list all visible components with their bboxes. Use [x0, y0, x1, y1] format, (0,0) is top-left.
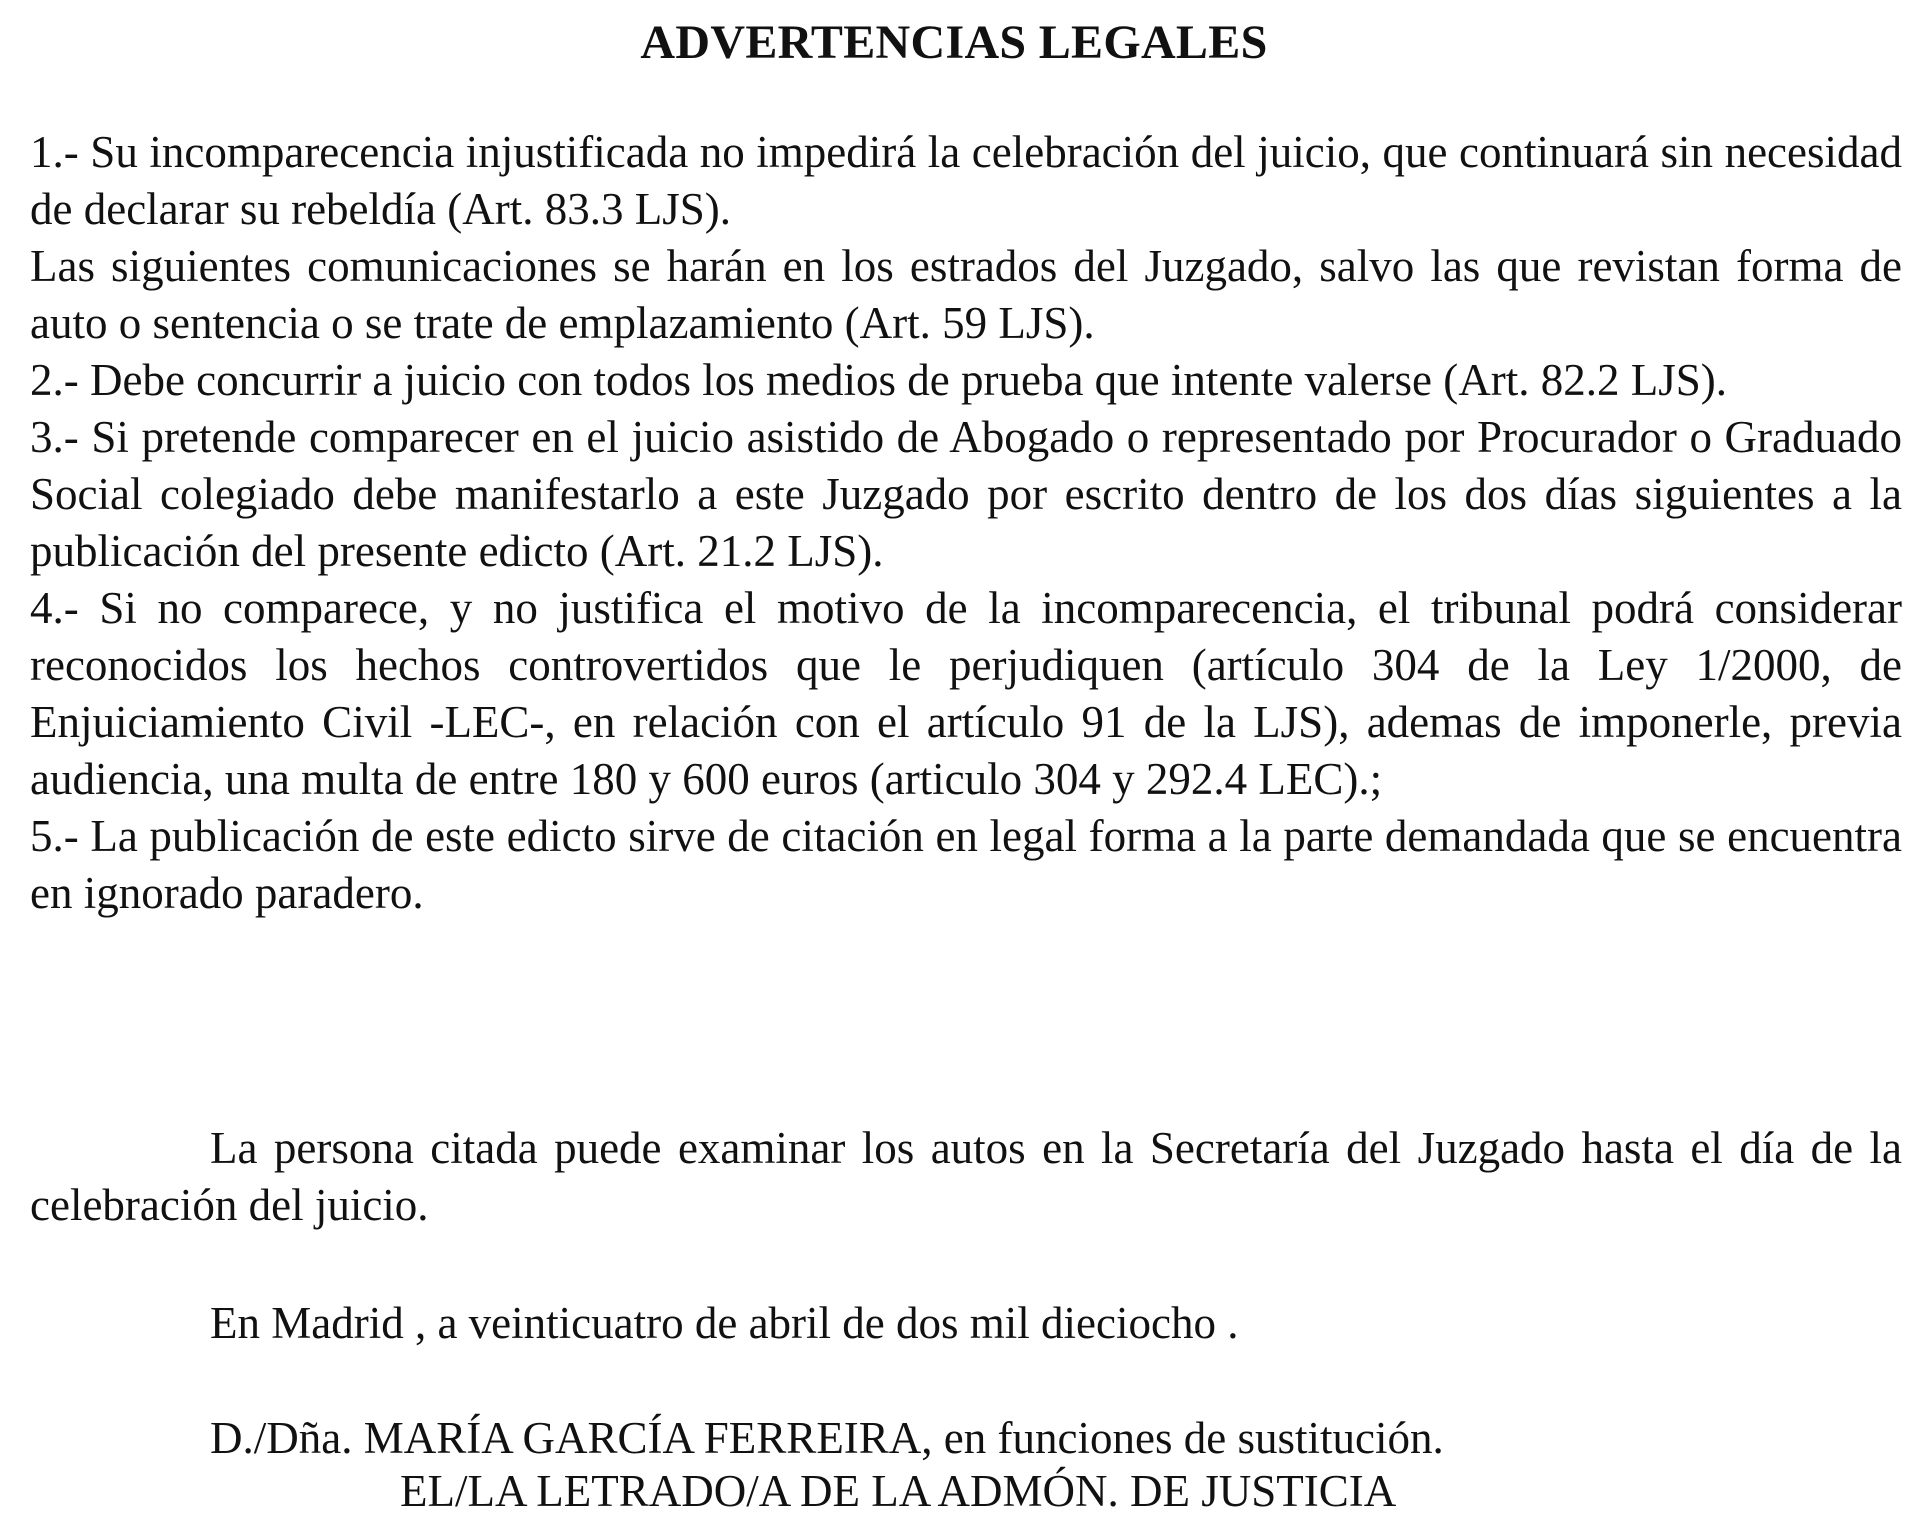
warnings-list [30, 124, 1902, 922]
warning-paragraph-2: 2.- Debe concurrir a juicio con todos los medios de prueba que intente valerse (Art. 82.2 LJS). [30, 355, 1728, 405]
place-and-date: En Madrid , a veinticuatro de abril de dos mil dieciocho . [210, 1298, 1239, 1348]
warning-paragraph-4: 4.- Si no comparece, y no justifica el motivo de la incomparecencia, el tribunal podrá considerar reconocidos los hechos controvertidos que le perjudiquen (artículo 304 de la Ley 1/2000, de Enjuiciamiento Civil -LEC-, en relación con el artículo 91 de la LJS), ademas de imponerle, previa audiencia, una multa de entre 180 y 600 euros (articulo 304 y 292.4 LEC).; [30, 583, 1902, 804]
warning-paragraph-5: 5.- La publicación de este edicto sirve de citación en legal forma a la parte demandada que se encuentra en ignorado paradero. [30, 811, 1902, 918]
closing-paragraph: La persona citada puede examinar los autos en la Secretaría del Juzgado hasta el día de la celebración del juicio. [30, 1123, 1902, 1230]
signatory-line: D./Dña. MARÍA GARCÍA FERREIRA, en funciones de sustitución. [210, 1413, 1444, 1463]
signatory-role: EL/LA LETRADO/A DE LA ADMÓN. DE JUSTICIA [400, 1466, 1397, 1516]
document-title: ADVERTENCIAS LEGALES [640, 16, 1268, 69]
warning-paragraph-communications: Las siguientes comunicaciones se harán en los estrados del Juzgado, salvo las que revistan forma de auto o sentencia o se trate de emplazamiento (Art. 59 LJS). [30, 241, 1902, 348]
warning-paragraph-1: 1.- Su incomparecencia injustificada no impedirá la celebración del juicio, que continuará sin necesidad de declarar su rebeldía (Art. 83.3 LJS). [30, 127, 1902, 234]
warning-paragraph-3: 3.- Si pretende comparecer en el juicio asistido de Abogado o representado por Procurador o Graduado Social colegiado debe manifestarlo a este Juzgado por escrito dentro de los dos días siguientes a la publicación del presente edicto (Art. 21.2 LJS). [30, 412, 1902, 576]
